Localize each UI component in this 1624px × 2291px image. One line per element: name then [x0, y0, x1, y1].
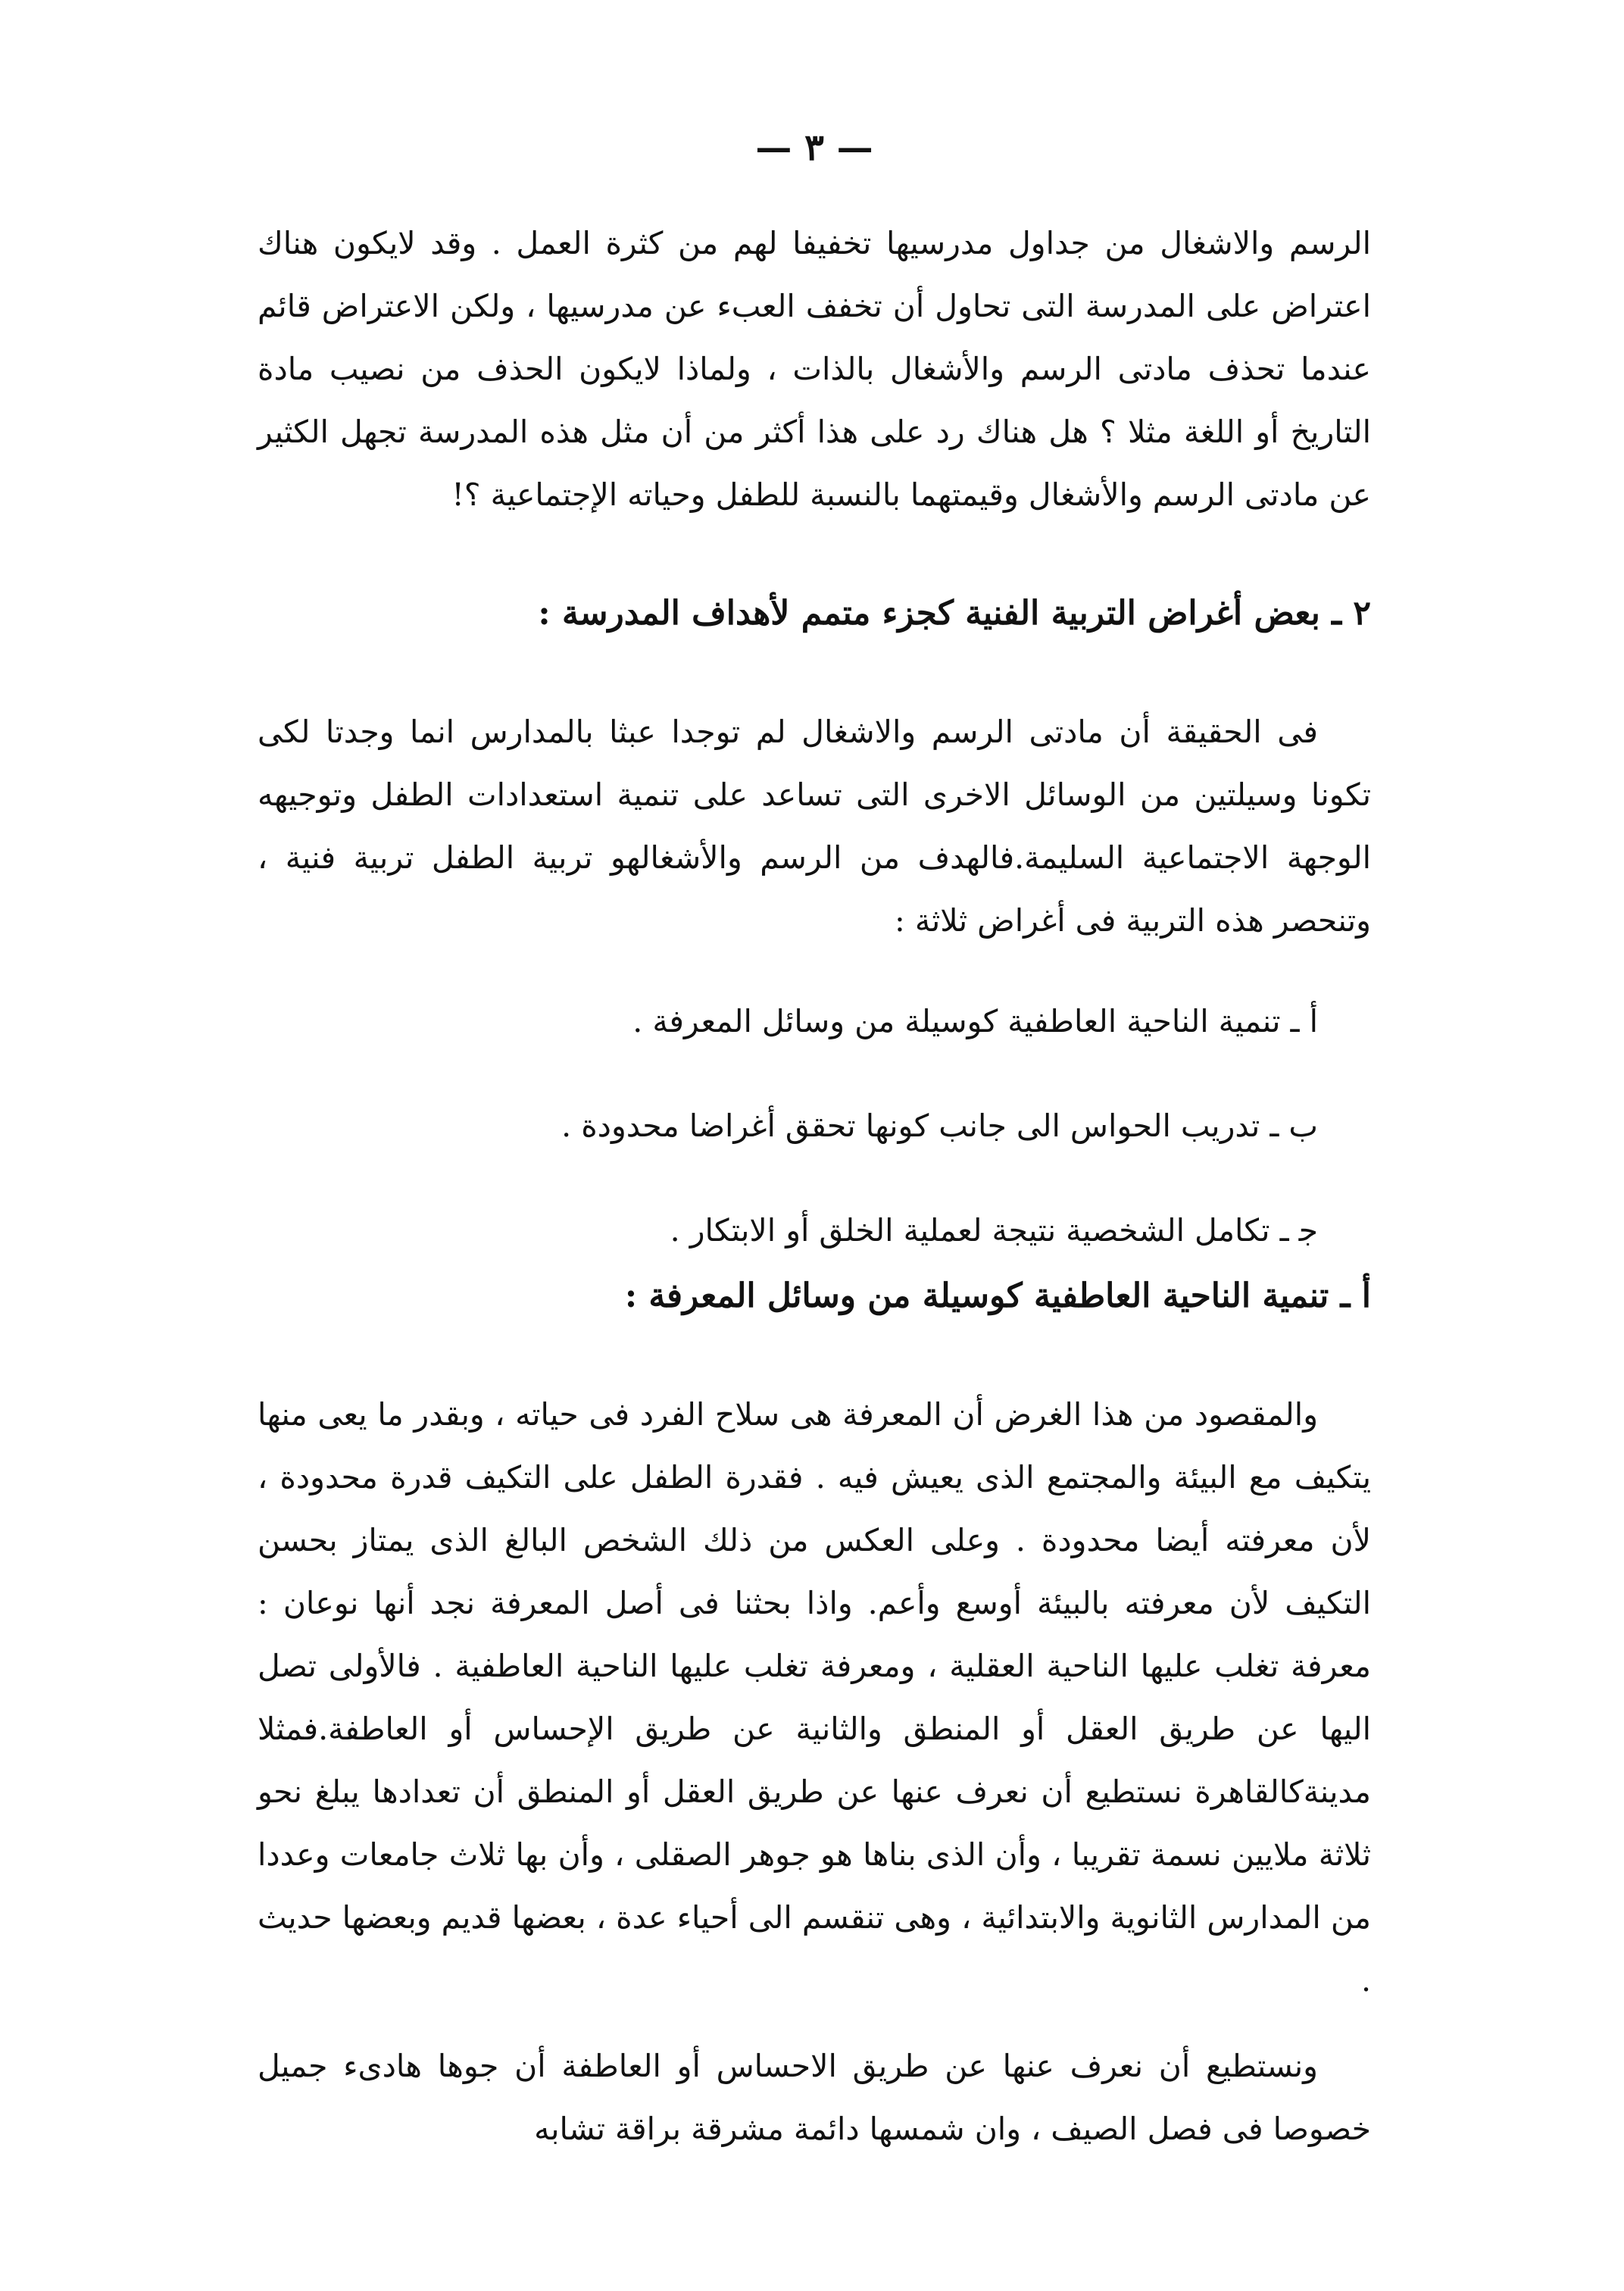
list-item-a: أ ـ تنمية الناحية العاطفية كوسيلة من وسائل المعرفة .	[632, 1003, 1318, 1039]
paragraph-2: فى الحقيقة أن مادتى الرسم والاشغال لم توجدا عبثا بالمدارس انما وجدتا لكى تكونا وسيلتين من الوسائل الاخرى التى تساعد على تنمية استعدادات الطفل وتوجيهه الوجهة الاجتماعية السليمة.فالهدف من الرسم والأشغالهو تربية الطفل تربية فنية ، وتنحصر هذه التربية فى أغراض ثلاثة :	[258, 714, 1371, 939]
document-page	[258, 114, 1371, 2161]
paragraph-1: الرسم والاشغال من جداول مدرسيها تخفيفا لهم من كثرة العمل . وقد لايكون هناك اعتراض على المدرسة التى تحاول أن تخفف العبء عن مدرسيها ، ولكن الاعتراض قائم عندما تحذف مادتى الرسم والأشغال بالذات ، ولماذا لايكون الحذف من نصيب مادة التاريخ أو اللغة مثلا ؟ هل هناك رد على هذا أكثر من أن مثل هذه المدرسة تجهل الكثير عن مادتى الرسم والأشغال وقيمتهما بالنسبة للطفل وحياته الإجتماعية ؟!	[258, 225, 1371, 513]
paragraph-3: والمقصود من هذا الغرض أن المعرفة هى سلاح الفرد فى حياته ، وبقدر ما يعى منها يتكيف مع البيئة والمجتمع الذى يعيش فيه . فقدرة الطفل على التكيف قدرة محدودة ، لأن معرفته أيضا محدودة . وعلى العكس من ذلك الشخص البالغ الذى يمتاز بحسن التكيف لأن معرفته بالبيئة أوسع وأعم. واذا بحثنا فى أصل المعرفة نجد أنها نوعان : معرفة تغلب عليها الناحية العقلية ، ومعرفة تغلب عليها الناحية العاطفية . فالأولى تصل اليها عن طريق العقل أو المنطق والثانية عن طريق الإحساس أو العاطفة.فمثلا مدينةكالقاهرة نستطيع أن نعرف عنها عن طريق العقل أو المنطق أن تعدادها يبلغ نحو ثلاثة ملايين نسمة تقريبا ، وأن الذى بناها هو جوهر الصقلى ، وأن بها ثلاث جامعات وعددا من المدارس الثانوية والابتدائية ، وهى تنقسم الى أحياء عدة ، بعضها قديم وبعضها حديث .	[258, 1396, 1371, 1999]
list-item-c: ﺟ ـ تكامل الشخصية نتيجة لعملية الخلق أو الابتكار .	[670, 1212, 1318, 1249]
subsection-heading-a: أ ـ تنمية الناحية العاطفية كوسيلة من وسائل المعرفة :	[624, 1277, 1371, 1315]
section-heading-2: ٢ ـ بعض أغراض التربية الفنية كجزء متمم لأهداف المدرسة :	[538, 594, 1371, 633]
list-item-b: ب ـ تدريب الحواس الى جانب كونها تحقق أغراضا محدودة .	[561, 1108, 1318, 1144]
page-number: — ٣ —	[755, 127, 873, 169]
paragraph-4: ونستطيع أن نعرف عنها عن طريق الاحساس أو العاطفة أن جوها هادىء جميل خصوصا فى فصل الصيف ، وان شمسها دائمة مشرقة براقة تشابه	[258, 2048, 1371, 2147]
aims-list	[258, 990, 1371, 1262]
